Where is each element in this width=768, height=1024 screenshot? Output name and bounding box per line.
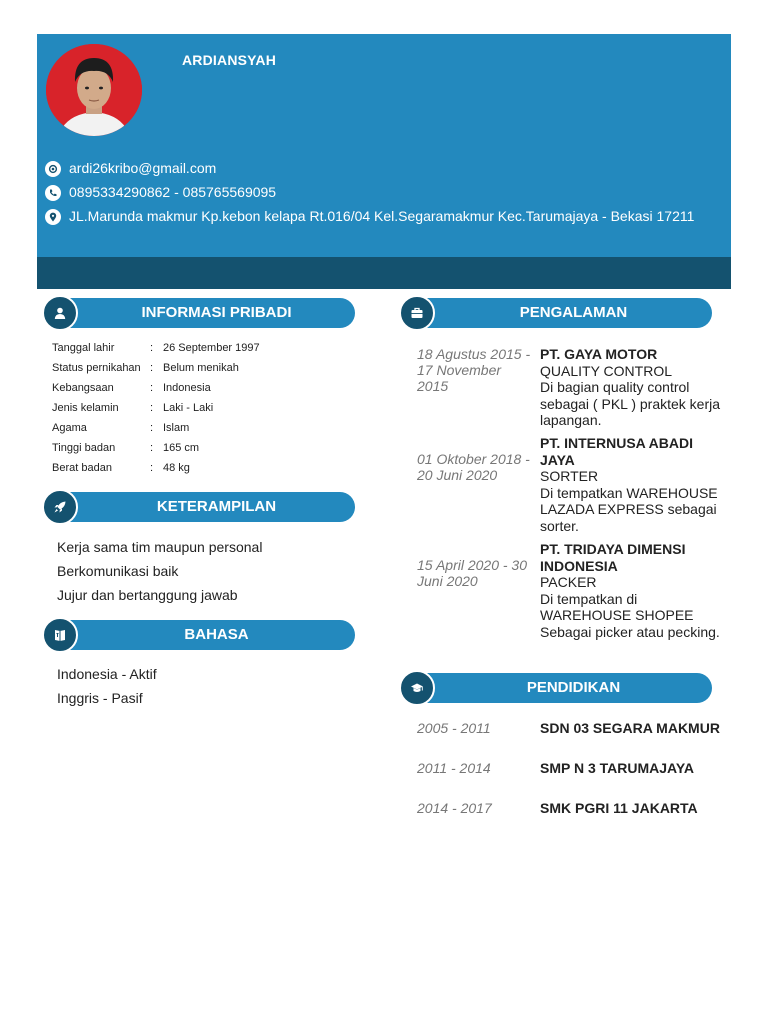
info-separator: : <box>150 422 154 434</box>
info-value: Indonesia <box>163 382 211 394</box>
section-education <box>399 672 712 704</box>
info-label: Agama <box>52 422 87 434</box>
experience-description: Di tempatkan di WAREHOUSE SHOPEE Sebagai picker atau pecking. <box>540 590 720 640</box>
phone-icon <box>45 185 61 201</box>
section-title: PENDIDIKAN <box>526 679 621 696</box>
skill-item: Berkomunikasi baik <box>57 563 179 579</box>
education-school: SMK PGRI 11 JAKARTA <box>540 800 698 816</box>
experience-company: PT. INTERNUSA ABADI JAYA <box>540 435 693 468</box>
experience-date: 18 Agustus 2015 - 17 November 2015 <box>417 346 531 394</box>
phone-contact <box>45 184 276 201</box>
education-years: 2011 - 2014 <box>417 760 491 776</box>
experience-role: PACKER <box>540 574 597 590</box>
experience-entry <box>540 346 728 429</box>
experience-role: SORTER <box>540 468 599 484</box>
briefcase-icon <box>399 295 435 331</box>
info-label: Jenis kelamin <box>52 402 119 414</box>
info-separator: : <box>150 402 154 414</box>
section-title: BAHASA <box>184 626 249 643</box>
education-school: SDN 03 SEGARA MAKMUR <box>540 720 720 736</box>
info-value: Belum menikah <box>163 362 239 374</box>
info-separator: : <box>150 342 154 354</box>
email-text[interactable]: ardi26kribo@gmail.com <box>69 160 217 176</box>
info-separator: : <box>150 382 154 394</box>
info-value: Islam <box>163 422 190 434</box>
language-item: Inggris - Pasif <box>57 690 143 706</box>
info-value: 165 cm <box>163 442 200 454</box>
language-item: Indonesia - Aktif <box>57 666 157 682</box>
section-skills <box>42 491 355 523</box>
section-language <box>42 619 355 651</box>
experience-company: PT. GAYA MOTOR <box>540 346 658 362</box>
address-contact <box>45 208 705 225</box>
section-title: KETERAMPILAN <box>156 498 277 515</box>
skill-item: Jujur dan bertanggung jawab <box>57 587 238 603</box>
section-personal-info <box>42 297 355 329</box>
info-label: Status pernikahan <box>52 362 141 374</box>
location-pin-icon <box>45 209 61 225</box>
section-experience <box>399 297 712 329</box>
skill-item: Kerja sama tim maupun personal <box>57 539 263 555</box>
address-text: JL.Marunda makmur Kp.kebon kelapa Rt.016/04 Kel.Segaramakmur Kec.Tarumajaya - Bekasi 17211 <box>69 208 695 224</box>
education-school: SMP N 3 TARUMAJAYA <box>540 760 695 776</box>
profile-photo <box>46 44 142 136</box>
candidate-name: ARDIANSYAH <box>182 52 277 68</box>
email-contact <box>45 160 216 177</box>
experience-entry <box>540 435 728 534</box>
graduation-cap-icon <box>399 670 435 706</box>
experience-company: PT. TRIDAYA DIMENSI INDONESIA <box>540 541 686 574</box>
info-label: Kebangsaan <box>52 382 114 394</box>
section-title: PENGALAMAN <box>519 304 628 321</box>
experience-description: Di tempatkan WAREHOUSE LAZADA EXPRESS sebagai sorter. <box>540 484 718 534</box>
info-value: 26 September 1997 <box>163 342 260 354</box>
header-band <box>37 257 731 289</box>
user-icon <box>42 295 78 331</box>
section-title: INFORMASI PRIBADI <box>141 304 292 321</box>
book-language-icon <box>42 617 78 653</box>
education-years: 2014 - 2017 <box>417 800 492 816</box>
info-value: 48 kg <box>163 462 190 474</box>
experience-date: 15 April 2020 - 30 Juni 2020 <box>417 557 527 589</box>
info-label: Tinggi badan <box>52 442 116 454</box>
at-icon <box>45 161 61 177</box>
experience-date: 01 Oktober 2018 - 20 Juni 2020 <box>417 451 530 483</box>
info-value: Laki - Laki <box>163 402 214 414</box>
resume-header <box>37 34 731 257</box>
experience-description: Di bagian quality control sebagai ( PKL ) praktek kerja lapangan. <box>540 379 721 428</box>
info-label: Tanggal lahir <box>52 342 115 354</box>
experience-role: QUALITY CONTROL <box>540 362 672 379</box>
info-separator: : <box>150 462 154 474</box>
education-years: 2005 - 2011 <box>417 720 491 736</box>
experience-entry <box>540 541 728 640</box>
info-separator: : <box>150 442 154 454</box>
phone-text: 0895334290862 - 085765569095 <box>69 184 277 200</box>
info-label: Berat badan <box>52 462 112 474</box>
info-separator: : <box>150 362 154 374</box>
rocket-icon <box>42 489 78 525</box>
